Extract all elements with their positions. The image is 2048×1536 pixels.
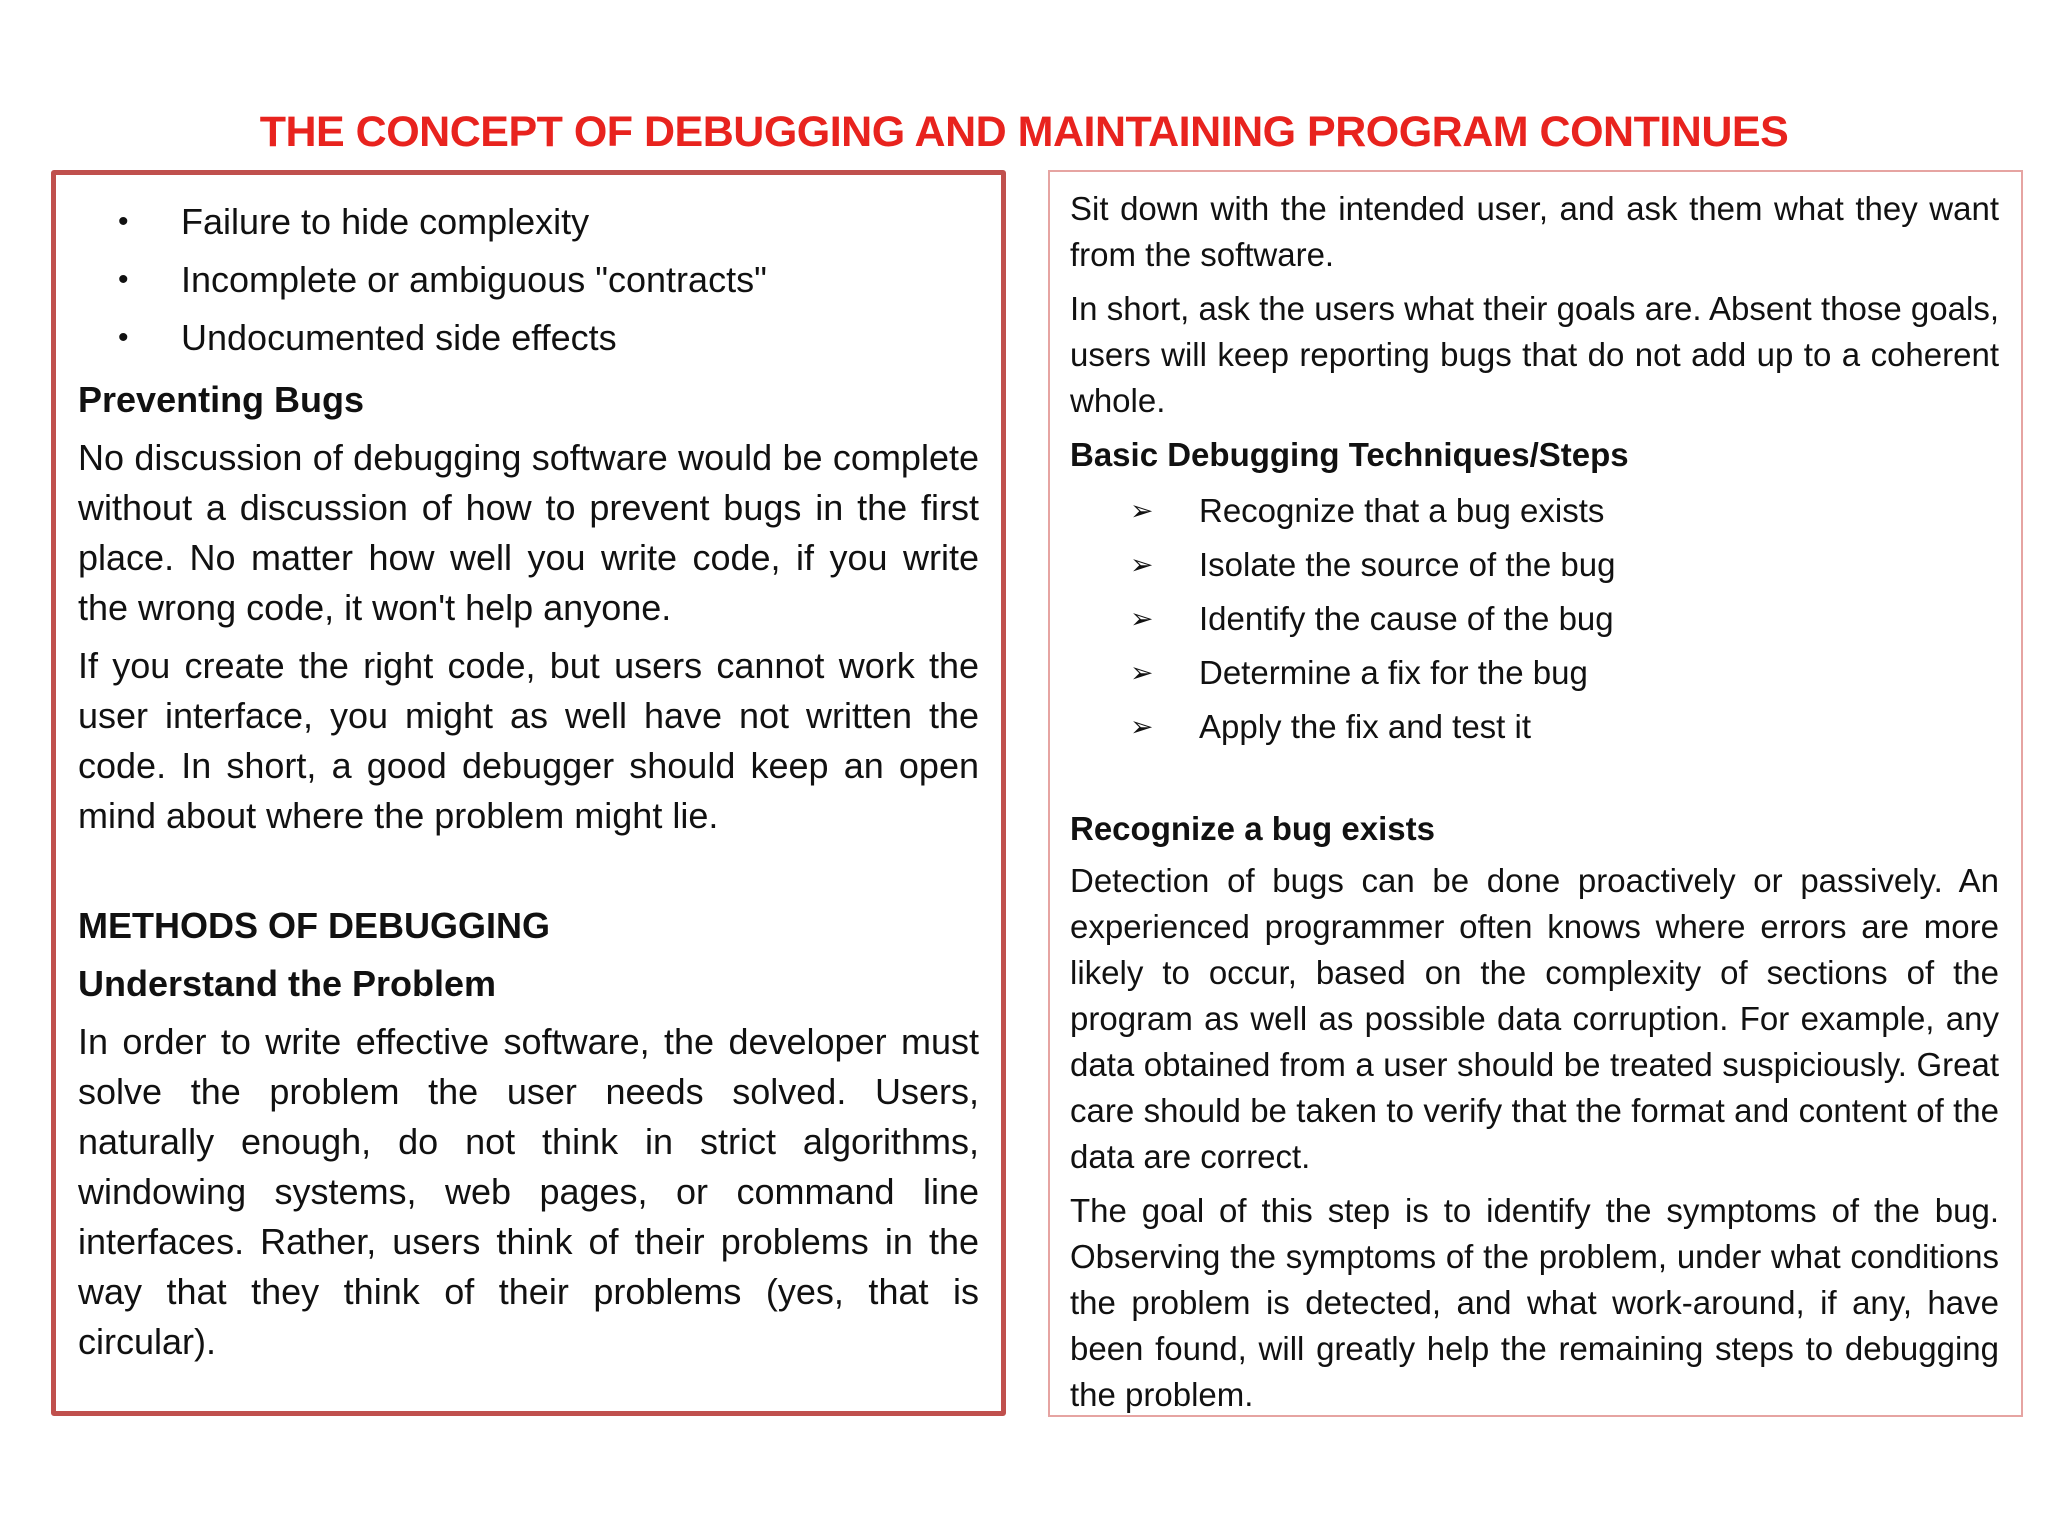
list-item-text: Determine a fix for the bug [1199,654,1588,691]
recognize-bug-paragraph-2: The goal of this step is to identify the symptoms of the bug. Observing the symptoms of the problem, under what conditions the problem is detected, and what work-around, if any, have been found, will greatly help the remaining steps to debugging the problem. [1070,1192,1999,1413]
list-item-text: Isolate the source of the bug [1199,546,1616,583]
understand-problem-heading: Understand the Problem [78,963,497,1004]
list-item-text: Recognize that a bug exists [1199,492,1605,529]
list-item [78,309,979,367]
arrow-bullet-icon: ➢ [1130,657,1154,688]
list-item [1070,592,1999,646]
preventing-bugs-paragraph-2: If you create the right code, but users cannot work the user interface, you might as well have not written the code. In short, a good debugger should keep an open mind about where the problem might lie. [78,645,979,836]
user-goals-paragraph: In short, ask the users what their goals are. Absent those goals, users will keep reporting bugs that do not add up to a coherent whole. [1070,290,1999,419]
list-item-text: Undocumented side effects [181,317,617,358]
bullet-icon: • [118,321,129,354]
methods-of-debugging-heading: METHODS OF DEBUGGING [78,905,551,946]
list-item [78,193,979,251]
spacer [78,841,979,893]
debugging-steps-list [1070,484,1999,754]
debugging-steps-heading: Basic Debugging Techniques/Steps [1070,436,1629,473]
list-item [1070,700,1999,754]
arrow-bullet-icon: ➢ [1130,495,1154,526]
list-item [78,251,979,309]
list-item [1070,646,1999,700]
left-content-box [51,170,1006,1416]
list-item [1070,538,1999,592]
list-item [1070,484,1999,538]
recognize-bug-heading: Recognize a bug exists [1070,810,1435,847]
arrow-bullet-icon: ➢ [1130,549,1154,580]
list-item-text: Apply the fix and test it [1199,708,1532,745]
list-item-text: Identify the cause of the bug [1199,600,1614,637]
understand-problem-paragraph: In order to write effective software, the developer must solve the problem the user needs solved. Users, naturally enough, do not think in strict algorithms, windowing systems, web pages, or command line interfaces. Rather, users think of their problems in the way that they think of their problems (yes, that is circular). [78,1021,979,1362]
bullet-icon: • [118,205,129,238]
right-content-box [1048,170,2023,1417]
intended-user-paragraph: Sit down with the intended user, and ask them what they want from the software. [1070,190,1999,273]
preventing-bugs-paragraph-1: No discussion of debugging software would be complete without a discussion of how to prevent bugs in the first place. No matter how well you write code, if you write the wrong code, it won't help anyone. [78,437,979,628]
list-item-text: Incomplete or ambiguous "contracts" [181,259,767,300]
bullet-icon: • [118,263,129,296]
preventing-bugs-heading: Preventing Bugs [78,379,365,420]
page-title: THE CONCEPT OF DEBUGGING AND MAINTAINING PROGRAM CONTINUES [259,108,1789,156]
list-item-text: Failure to hide complexity [181,201,590,242]
arrow-bullet-icon: ➢ [1130,603,1154,634]
complexity-bullet-list [78,193,979,367]
spacer [1070,754,1999,806]
recognize-bug-paragraph-1: Detection of bugs can be done proactively or passively. An experienced programmer often knows where errors are more likely to occur, based on the complexity of sections of the program as well as possible data corruption. For example, any data obtained from a user should be treated suspiciously. Great care should be taken to verify that the format and content of the data are correct. [1070,862,1999,1175]
arrow-bullet-icon: ➢ [1130,711,1154,742]
